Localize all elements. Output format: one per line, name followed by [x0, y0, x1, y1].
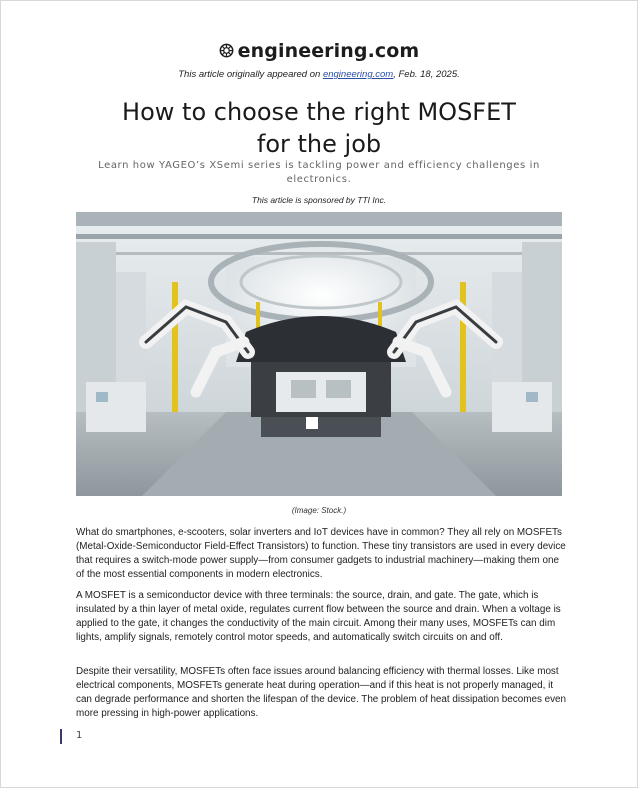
article-title: [60, 96, 578, 160]
source-link[interactable]: engineering.com: [322, 69, 394, 80]
title-line-1: How to choose the right MOSFET: [122, 98, 516, 126]
publication-logo: [0, 40, 638, 62]
article-subtitle: Learn how YAGEO’s XSemi series is tackling power and efficiency challenges in electronics.: [98, 160, 540, 185]
image-caption: (Image: Stock.): [291, 506, 347, 515]
gear-globe-icon: [219, 43, 234, 58]
factory-illustration: [76, 212, 562, 496]
sponsor-note: This article is sponsored by TTI Inc.: [251, 195, 387, 205]
title-line-2: for the job: [256, 130, 382, 158]
page-number: 1: [76, 730, 83, 741]
logo-text: engineering.com: [237, 40, 420, 62]
body-paragraph-1: What do smartphones, e-scooters, solar inverters and IoT devices have in common? They all rely on MOSFETs (Metal-Oxide-Semiconductor Field-Effect Transistors) to function. These tiny transistors are used in every device that requires a switch-mode power supply—from consumer gadgets to industrial machinery—making them one of the most essential components in modern electronics.: [76, 527, 566, 580]
hero-image-factory-robots: [76, 212, 562, 496]
byline-prefix: This article originally appeared on: [178, 69, 323, 80]
byline-suffix: , Feb. 18, 2025.: [393, 69, 460, 80]
body-paragraph-2: A MOSFET is a semiconductor device with three terminals: the source, drain, and gate. The gate, which is insulated by a thin layer of metal oxide, regulates current flow between the source and drain. When a voltage is applied to the gate, it changes the conductivity of the main circuit. Among their many uses, MOSFETs can dim lights, amplify signals, remotely control motor speeds, and automatically switch circuits on and off.: [76, 590, 561, 643]
origin-byline: [0, 69, 638, 80]
text-cursor-marker: [60, 729, 62, 744]
body-paragraph-3: Despite their versatility, MOSFETs often face issues around balancing efficiency with thermal losses. Like most electrical components, MOSFETs generate heat during operation—and if this heat is not properly managed, it can degrade performance and shorten the lifespan of the device. The problem of heat dissipation becomes even more pressing in high-power applications.: [76, 666, 567, 719]
